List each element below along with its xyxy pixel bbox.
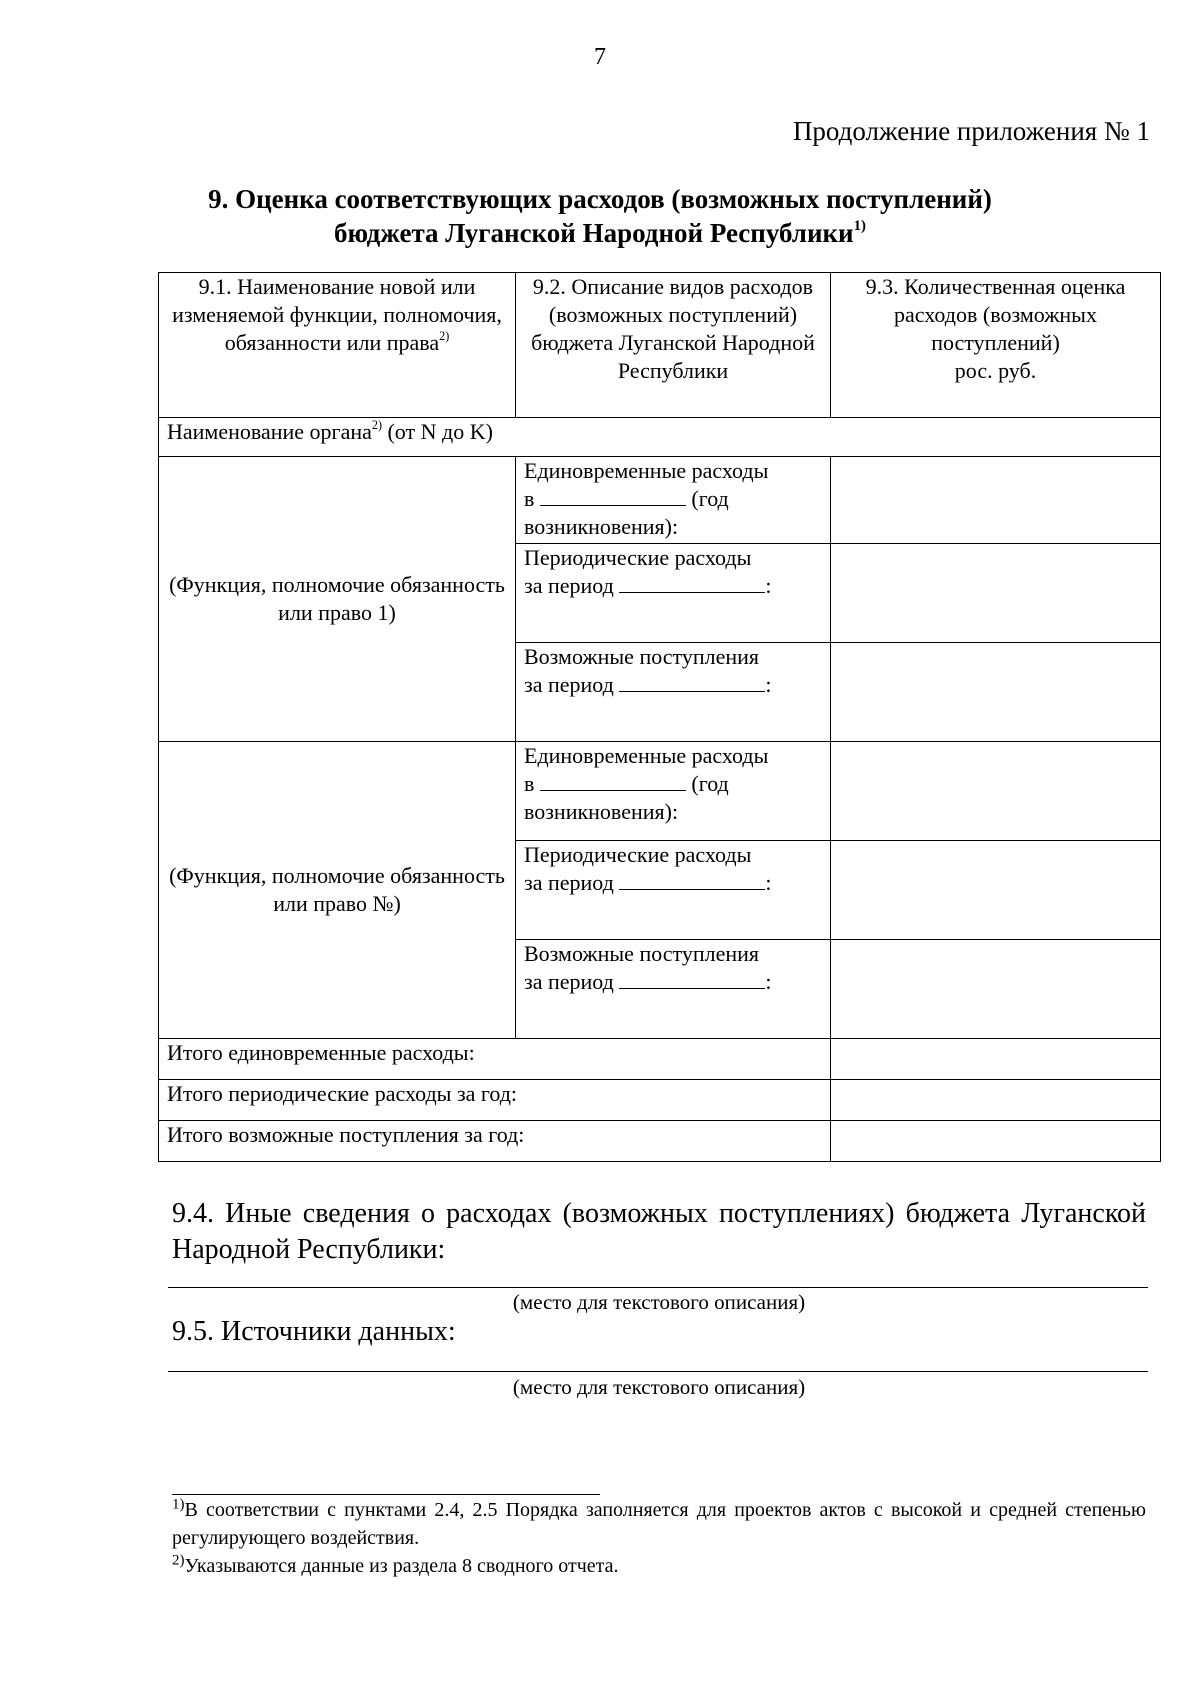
total-row — [159, 1121, 1161, 1162]
periodic-period-line — [524, 572, 822, 600]
income-period-line — [524, 968, 822, 996]
function-cell: (Функция, полномочие обязанность или право №) — [159, 742, 516, 1039]
periodic-label: Периодические расходы — [524, 842, 752, 867]
header-col-estimate — [831, 273, 1161, 418]
footnotes — [172, 1496, 1146, 1580]
header-col-estimate-text: 9.3. Количественная оценка расходов (возможных поступлений) — [865, 274, 1126, 355]
org-range: (от N до K) — [381, 419, 493, 444]
table-header-row — [159, 273, 1161, 418]
blank-line — [619, 869, 765, 890]
org-row — [159, 418, 1161, 457]
total-income-label: Итого возможные поступления за год: — [159, 1121, 831, 1162]
income-period: за период — [524, 672, 614, 697]
total-periodic-value — [831, 1080, 1161, 1121]
org-label: Наименование органа — [167, 419, 372, 444]
one-time-in: в — [524, 486, 535, 511]
header-col-function — [159, 273, 516, 418]
estimate-cell — [831, 940, 1161, 1039]
function-cell: (Функция, полномочие обязанность или право 1) — [159, 457, 516, 742]
colon: : — [765, 573, 772, 598]
header-col-estimate-unit: рос. руб. — [954, 358, 1037, 383]
income-label: Возможные поступления — [524, 941, 760, 966]
estimate-cell — [831, 841, 1161, 940]
footnote-2-mark: 2) — [172, 1552, 185, 1569]
footnote-ref-2b: 2) — [371, 417, 382, 432]
section-title-line2-text: бюджета Луганской Народной Республики — [334, 218, 854, 248]
section-9-4-heading: 9.4. Иные сведения о расходах (возможных поступлениях) бюджета Луганской Народной Республики: — [172, 1198, 1146, 1265]
footnote-separator — [172, 1494, 600, 1495]
possible-income-cell — [516, 940, 831, 1039]
budget-table — [158, 272, 1161, 1162]
one-time-origin: возникновения): — [524, 799, 679, 824]
one-time-origin: возникновения): — [524, 514, 679, 539]
header-col-function-text: 9.1. Наименование новой или изменяемой функции, полномочия, обязанности или права — [172, 274, 502, 355]
estimate-cell — [831, 643, 1161, 742]
blank-line — [619, 671, 765, 692]
estimate-cell — [831, 457, 1161, 544]
one-time-in: в — [524, 771, 535, 796]
one-time-expenses-cell — [516, 742, 831, 841]
total-periodic-label: Итого периодические расходы за год: — [159, 1080, 831, 1121]
section-title-line2 — [0, 216, 1200, 250]
periodic-period: за период — [524, 573, 614, 598]
table-row — [159, 457, 1161, 544]
blank-line — [619, 572, 765, 593]
blank-line — [540, 485, 686, 506]
table-row — [159, 742, 1161, 841]
one-time-label: Единовременные расходы — [524, 743, 769, 768]
periodic-period: за период — [524, 870, 614, 895]
footnote-1-mark: 1) — [172, 1496, 185, 1513]
section-title — [0, 182, 1200, 250]
periodic-expenses-cell — [516, 841, 831, 940]
footnote-ref-2: 2) — [439, 328, 450, 343]
footnote-2-text: Указываются данные из раздела 8 сводного отчета. — [184, 1555, 619, 1577]
blank-line — [619, 968, 765, 989]
income-period: за период — [524, 969, 614, 994]
one-time-label: Единовременные расходы — [524, 458, 769, 483]
colon: : — [765, 870, 772, 895]
income-label: Возможные поступления — [524, 644, 760, 669]
one-time-expenses-cell — [516, 457, 831, 544]
total-row — [159, 1039, 1161, 1080]
periodic-period-line — [524, 869, 822, 897]
total-one-time-label: Итого единовременные расходы: — [159, 1039, 831, 1080]
text-entry-line — [168, 1287, 1148, 1288]
periodic-label: Периодические расходы — [524, 545, 752, 570]
colon: : — [765, 969, 772, 994]
section-title-line1: 9. Оценка соответствующих расходов (возможных поступлений) — [208, 184, 992, 214]
text-placeholder-caption: (место для текстового описания) — [512, 1375, 806, 1399]
footnote-2 — [172, 1552, 1146, 1580]
text-placeholder-caption: (место для текстового описания) — [512, 1290, 806, 1314]
org-row-cell — [159, 418, 1161, 457]
one-time-year: (год — [691, 486, 729, 511]
section-9-5-heading: 9.5. Источники данных: — [172, 1316, 456, 1347]
appendix-note: Продолжение приложения № 1 — [792, 116, 1150, 146]
estimate-cell — [831, 742, 1161, 841]
blank-line — [540, 770, 686, 791]
footnote-1 — [172, 1496, 1146, 1552]
periodic-expenses-cell — [516, 544, 831, 643]
one-time-year-line — [524, 770, 822, 798]
colon: : — [765, 672, 772, 697]
income-period-line — [524, 671, 822, 699]
text-entry-line — [168, 1371, 1148, 1372]
total-one-time-value — [831, 1039, 1161, 1080]
page-number: 7 — [594, 44, 606, 70]
one-time-year: (год — [691, 771, 729, 796]
estimate-cell — [831, 544, 1161, 643]
total-row — [159, 1080, 1161, 1121]
footnote-ref-1: 1) — [853, 217, 866, 234]
one-time-year-line — [524, 485, 822, 513]
header-col-description: 9.2. Описание видов расходов (возможных поступлений) бюджета Луганской Народной Республики — [516, 273, 831, 418]
possible-income-cell — [516, 643, 831, 742]
footnote-1-text: В соответствии с пунктами 2.4, 2.5 Порядка заполняется для проектов актов с высокой и средней степенью регулирующего воздействия. — [172, 1499, 1146, 1549]
total-income-value — [831, 1121, 1161, 1162]
